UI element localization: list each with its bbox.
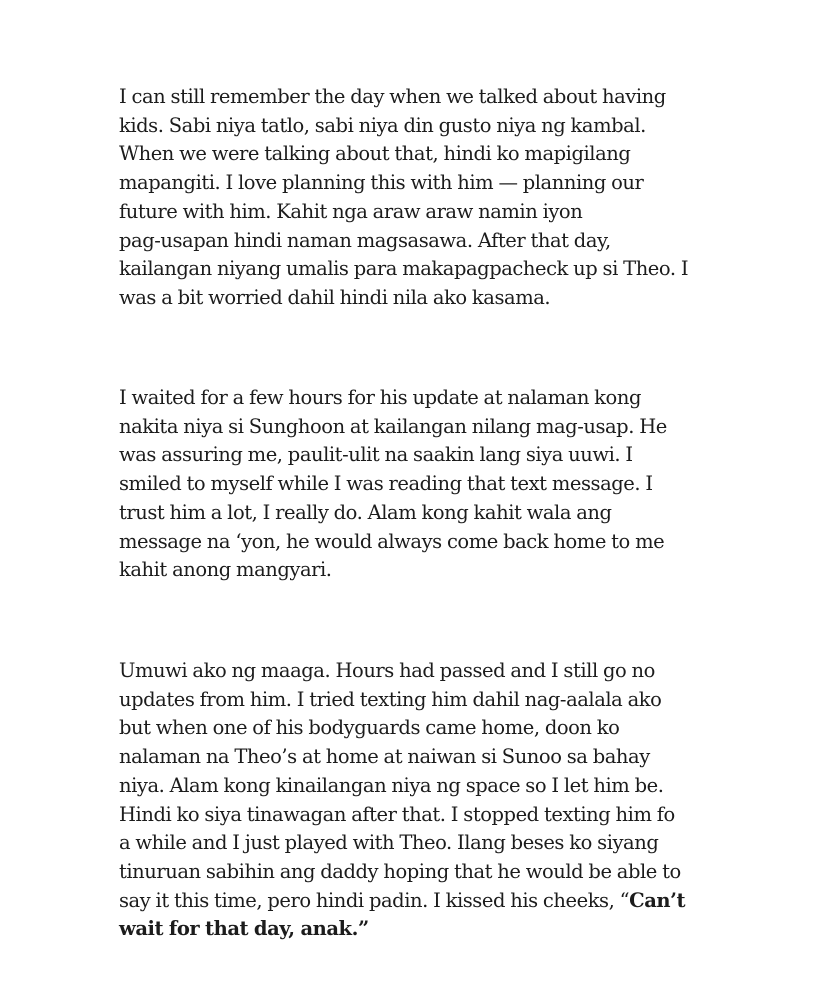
paragraph-line-with-quote — [119, 887, 719, 916]
paragraph-line: kids. Sabi niya tatlo, sabi niya din gusto niya ng kambal. — [119, 113, 646, 137]
paragraph-line: nakita niya si Sunghoon at kailangan nilang mag-usap. He — [119, 414, 667, 438]
quote-bold-start: Can’t — [629, 888, 686, 912]
paragraph-line: trust him a lot, I really do. Alam kong kahit wala ang — [119, 500, 612, 524]
paragraph-line: message na ‘yon, he would always come back home to me — [119, 529, 665, 553]
paragraph-line-quote-end — [119, 915, 719, 944]
paragraph-line: but when one of his bodyguards came home, doon ko — [119, 716, 620, 740]
paragraph-line: mapangiti. I love planning this with him — planning our — [119, 171, 644, 195]
paragraph-line: niya. Alam kong kinailangan niya ng space so I let him be. — [119, 773, 664, 797]
paragraph-line: a while and I just played with Theo. Ilang beses ko siyang — [119, 831, 659, 855]
paragraph-line: kailangan niyang umalis para makapagpacheck up si Theo. I — [119, 257, 689, 281]
paragraph-line: I can still remember the day when we talked about having — [119, 85, 666, 108]
paragraph-line: tinuruan sabihin ang daddy hoping that he would be able to — [119, 859, 681, 883]
paragraph-2 — [119, 384, 719, 585]
paragraph-line: future with him. Kahit nga araw araw namin iyon — [119, 199, 583, 223]
paragraph-line: Hindi ko siya tinawagan after that. I stopped texting him fo — [119, 802, 675, 826]
paragraph-line: was a bit worried dahil hindi nila ako kasama. — [119, 285, 551, 309]
paragraph-line: I waited for a few hours for his update at nalaman kong — [119, 386, 641, 409]
paragraph-1 — [119, 83, 719, 313]
paragraph-3 — [119, 657, 719, 944]
quote-intro-text: say it this time, pero hindi padin. I kissed his cheeks, “ — [119, 888, 630, 912]
paragraph-line: updates from him. I tried texting him dahil nag-aalala ako — [119, 687, 662, 711]
paragraph-line: Umuwi ako ng maaga. Hours had passed and I still go no — [119, 659, 655, 682]
quote-bold-end: wait for that day, anak.” — [119, 917, 369, 941]
paragraph-line: When we were talking about that, hindi ko mapigilang — [119, 142, 631, 166]
paragraph-line: nalaman na Theo’s at home at naiwan si Sunoo sa bahay — [119, 745, 650, 769]
paragraph-line: pag-usapan hindi naman magsasawa. After that day, — [119, 228, 611, 252]
paragraph-line: smiled to myself while I was reading that text message. I — [119, 472, 653, 496]
paragraph-line: was assuring me, paulit-ulit na saakin lang siya uuwi. I — [119, 443, 633, 467]
paragraph-line: kahit anong mangyari. — [119, 558, 332, 582]
